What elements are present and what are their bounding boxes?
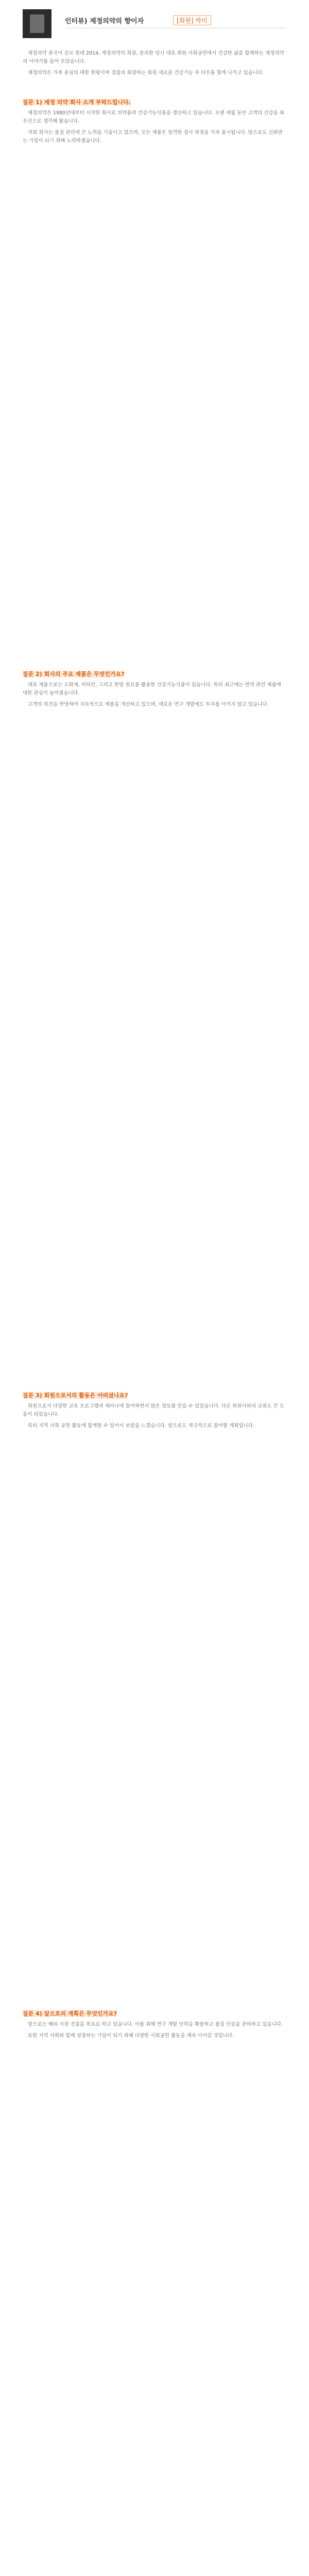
page-title: 인터뷰) 제정의약의 향이자 [65,18,144,25]
intro-paragraph: 제정의약 중국어 강모 원대 2014, 제정의약의 회장, 송의한 당시 대표 회원 사회공헌에서 건강한 삶을 함께하는 제정의약의 이야기를 들어 보았습니다. [23,50,284,64]
answer-paragraph: 저희 회사는 품질 관리에 큰 노력을 기울이고 있으며, 모든 제품은 엄격한 검사 과정을 거쳐 출시됩니다. 앞으로도 신뢰받는 기업이 되기 위해 노력하겠습니다. [23,130,283,144]
question-heading [23,2009,286,2018]
answer-block [23,681,286,712]
intro-paragraph: 제정의약은 가족 중심의 대한 한평이며 경험의 회장하는 회원 새로운 건강기능 꼭 다우를 향게 나가고 있습니다. [28,70,264,76]
question-heading [23,670,286,678]
header [23,9,286,41]
answer-block [23,2021,286,2043]
answer-paragraph: 대표 제품으로는 소화제, 비타민, 그리고 한방 원료를 활용한 건강기능식품이 있습니다. 특히 최근에는 면역 관련 제품에 대한 관심이 높아졌습니다. [23,682,281,696]
answer-paragraph: 고객의 의견을 반영하여 지속적으로 제품을 개선하고 있으며, 새로운 연구 개발에도 투자를 아끼지 않고 있습니다. [28,702,269,707]
question-text: 질문 3) 회원으로서의 활동은 어떠셨나요? [23,1392,128,1399]
answer-paragraph: 특히 지역 사회 공헌 활동에 함께할 수 있어서 보람을 느꼈습니다. 앞으로도 적극적으로 참여할 계획입니다. [28,1423,254,1429]
question-text: 질문 1) 제정 의약 회사 소개 부탁드립니다. [23,99,131,106]
answer-paragraph: 앞으로는 해외 시장 진출을 목표로 하고 있습니다. 이를 위해 연구 개발 인력을 확충하고 품질 인증을 준비하고 있습니다. [28,2022,283,2027]
question-text: 질문 4) 앞으로의 계획은 무엇인가요? [23,2010,117,2017]
answer-block [23,109,286,148]
logo-mark-icon [30,14,44,33]
member-tag: [회원] 박미 [173,15,211,25]
answer-block [23,1402,286,1433]
answer-paragraph: 또한 지역 사회와 함께 성장하는 기업이 되기 위해 다양한 사회공헌 활동을 계속 이어갈 것입니다. [28,2033,234,2039]
answer-paragraph: 회원으로서 다양한 교육 프로그램과 세미나에 참여하면서 많은 정보를 얻을 수 있었습니다. 다른 회원사와의 교류도 큰 도움이 되었습니다. [23,1403,284,1417]
intro [23,49,286,80]
question-heading [23,98,286,106]
question-heading [23,1391,286,1399]
answer-paragraph: 제정의약은 1980년대부터 시작한 회사로 의약품과 건강기능식품을 생산하고 있습니다. 오랜 세월 동안 고객의 건강을 최우선으로 생각해 왔습니다. [23,110,284,124]
company-logo [23,9,52,38]
question-text: 질문 2) 회사의 주요 제품은 무엇인가요? [23,671,125,677]
